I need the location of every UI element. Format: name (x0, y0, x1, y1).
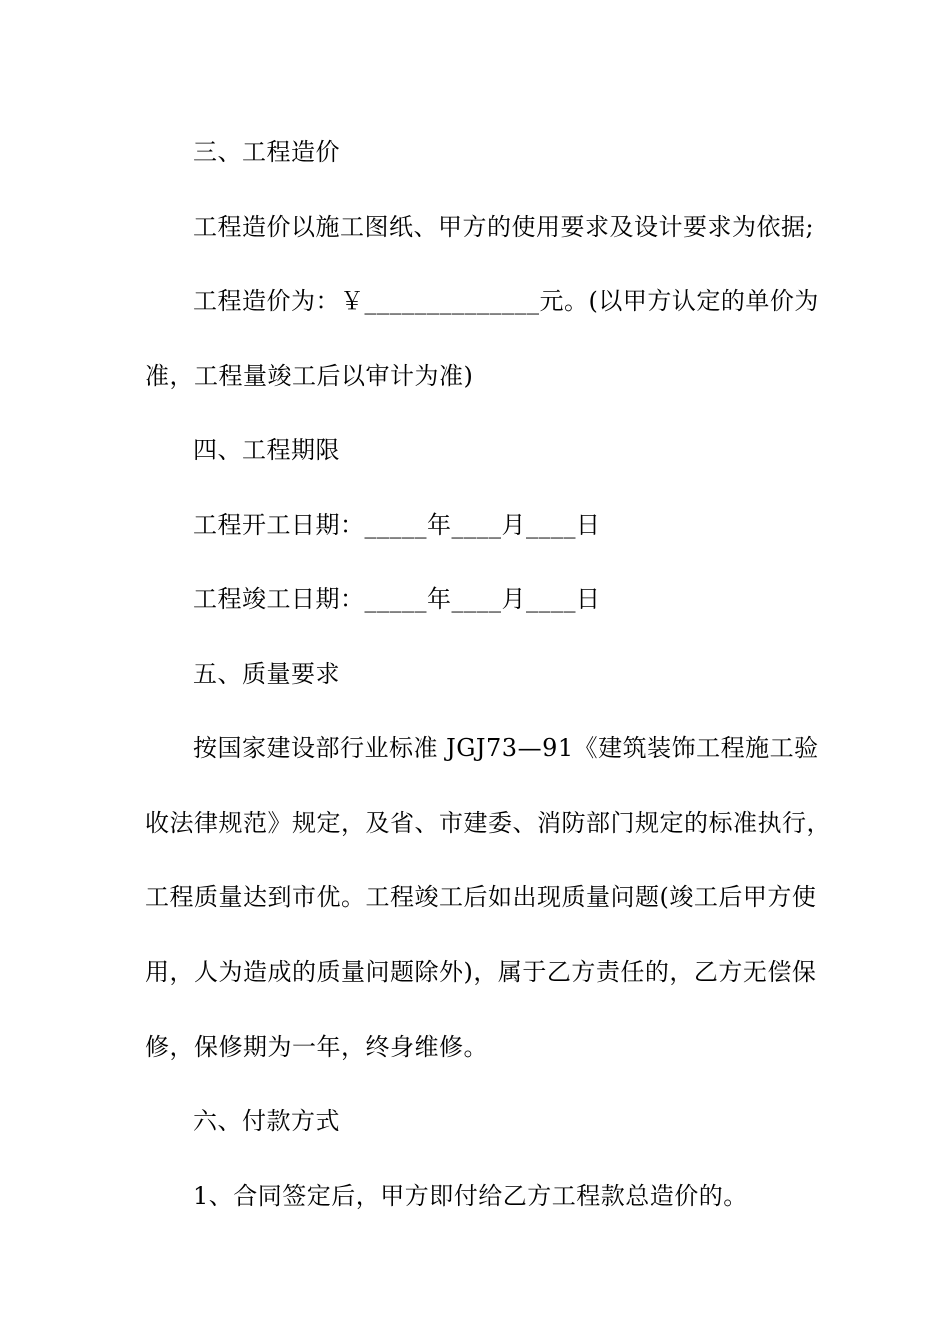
paragraph-payment-1: 1、合同签定后，甲方即付给乙方工程款总造价的。 (193, 1182, 748, 1210)
paragraph-quality-3: 工程质量达到市优。工程竣工后如出现质量问题(竣工后甲方使 (145, 883, 817, 911)
section-heading-quality: 五、质量要求 (193, 660, 340, 688)
paragraph-quality-5: 修，保修期为一年，终身维修。 (145, 1033, 488, 1061)
paragraph-cost-amount-cont: 准，工程量竣工后以审计为准) (145, 362, 474, 390)
paragraph-start-date: 工程开工日期：_____年____月____日 (193, 511, 601, 539)
section-heading-period: 四、工程期限 (193, 436, 340, 464)
paragraph-quality-4: 用，人为造成的质量问题除外)，属于乙方责任的，乙方无偿保 (145, 958, 817, 986)
paragraph-quality-2: 收法律规范》规定，及省、市建委、消防部门规定的标准执行， (145, 809, 831, 837)
paragraph-cost-basis: 工程造价以施工图纸、甲方的使用要求及设计要求为依据; (193, 213, 815, 241)
paragraph-completion-date: 工程竣工日期：_____年____月____日 (193, 585, 601, 613)
paragraph-cost-amount: 工程造价为：￥______________元。(以甲方认定的单价为 (193, 287, 819, 315)
section-heading-cost: 三、工程造价 (193, 138, 340, 166)
section-heading-payment: 六、付款方式 (193, 1107, 340, 1135)
paragraph-quality-1: 按国家建设部行业标准 JGJ73—91《建筑装饰工程施工验 (193, 734, 819, 762)
